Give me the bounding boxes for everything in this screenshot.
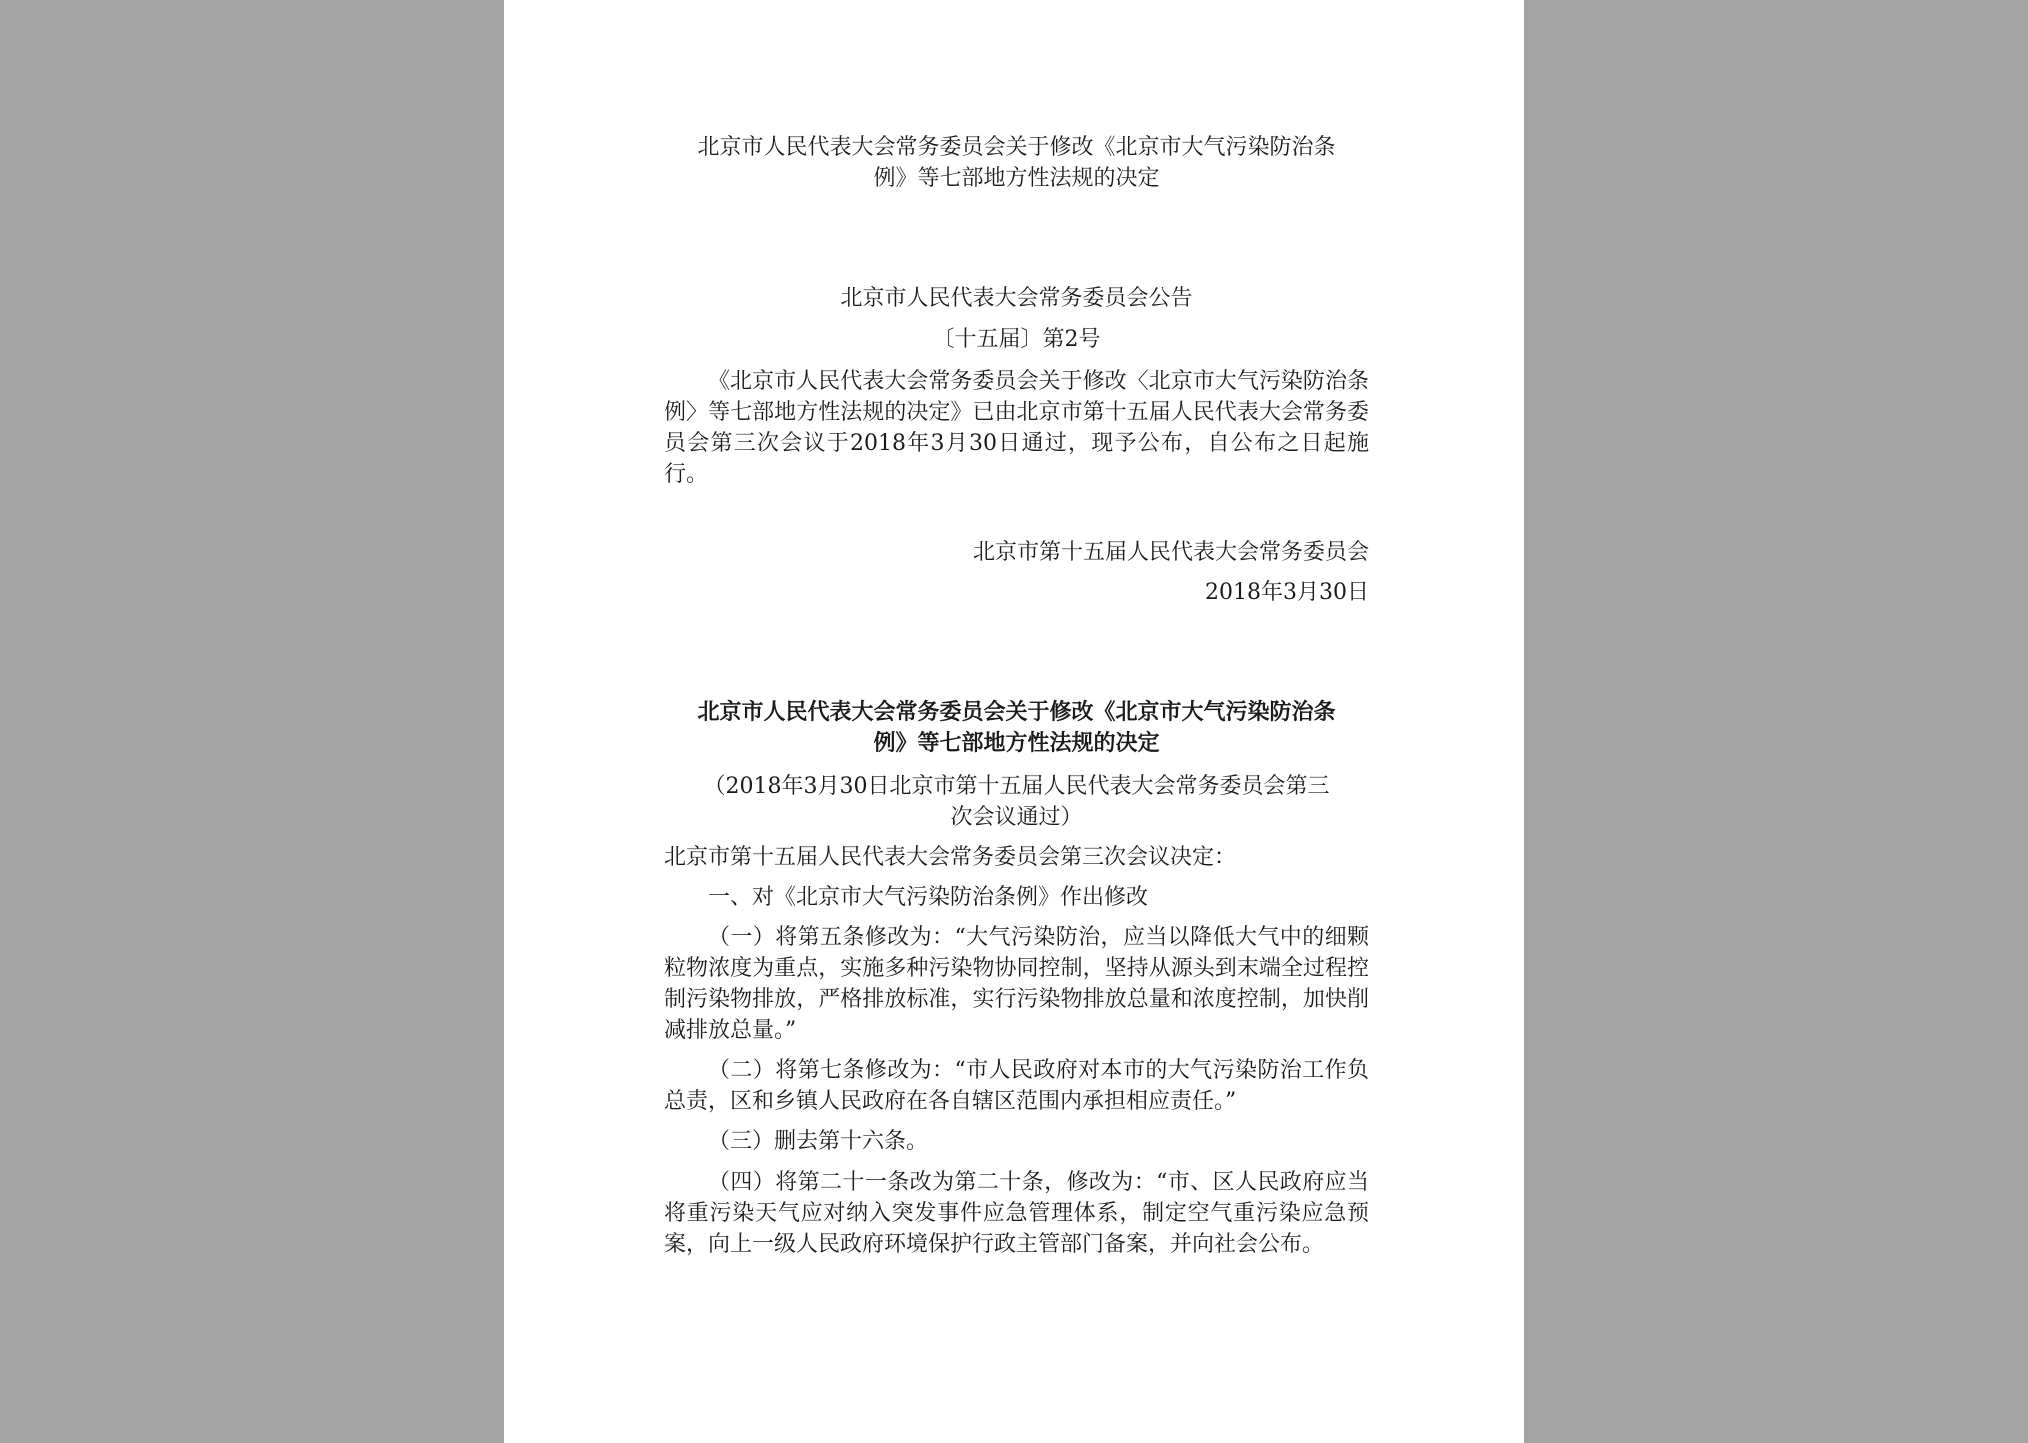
decision-preamble: 北京市第十五届人民代表大会常务委员会第三次会议决定： bbox=[664, 845, 1237, 870]
amendment-item: （三）删去第十六条。 bbox=[708, 1129, 929, 1154]
decision-title bbox=[664, 697, 1369, 759]
decision-title-line: 例》等七部地方性法规的决定 bbox=[873, 730, 1160, 756]
document-page bbox=[504, 0, 1524, 1443]
announcement-issuer: 北京市第十五届人民代表大会常务委员会 bbox=[972, 540, 1369, 565]
top-title bbox=[664, 132, 1369, 194]
top-title-line: 例》等七部地方性法规的决定 bbox=[873, 166, 1160, 191]
top-title-line: 北京市人民代表大会常务委员会关于修改《北京市大气污染防治条 bbox=[697, 135, 1336, 160]
decision-subtitle-line: （2018年3月30日北京市第十五届人民代表大会常务委员会第三 bbox=[703, 774, 1330, 799]
announcement-number: 〔十五届〕第2号 bbox=[932, 327, 1101, 352]
decision-title-line: 北京市人民代表大会常务委员会关于修改《北京市大气污染防治条 bbox=[697, 699, 1336, 725]
section-one-heading: 一、对《北京市大气污染防治条例》作出修改 bbox=[708, 885, 1149, 910]
amendment-item: （一）将第五条修改为：“大气污染防治，应当以降低大气中的细颗粒物浓度为重点，实施多种污染物协同控制，坚持从源头到末端全过程控制污染物排放，严格排放标准，实行污染物排放总量和浓度控制，加快削减排放总量。” bbox=[664, 925, 1369, 1043]
amendment-item: （二）将第七条修改为：“市人民政府对本市的大气污染防治工作负总责，区和乡镇人民政府在各自辖区范围内承担相应责任。” bbox=[664, 1058, 1369, 1114]
amendment-item: （四）将第二十一条改为第二十条，修改为：“市、区人民政府应当将重污染天气应对纳入突发事件应急管理体系，制定空气重污染应急预案，向上一级人民政府环境保护行政主管部门备案，并向社会公布。 bbox=[664, 1170, 1369, 1257]
announcement-heading: 北京市人民代表大会常务委员会公告 bbox=[840, 286, 1193, 311]
announcement-body: 《北京市人民代表大会常务委员会关于修改〈北京市大气污染防治条例〉等七部地方性法规的决定》已由北京市第十五届人民代表大会常务委员会第三次会议于2018年3月30日通过，现予公布，自公布之日起施行。 bbox=[664, 369, 1369, 487]
decision-subtitle bbox=[664, 771, 1369, 833]
decision-subtitle-line: 次会议通过） bbox=[950, 805, 1083, 830]
announcement-date: 2018年3月30日 bbox=[1205, 580, 1369, 605]
